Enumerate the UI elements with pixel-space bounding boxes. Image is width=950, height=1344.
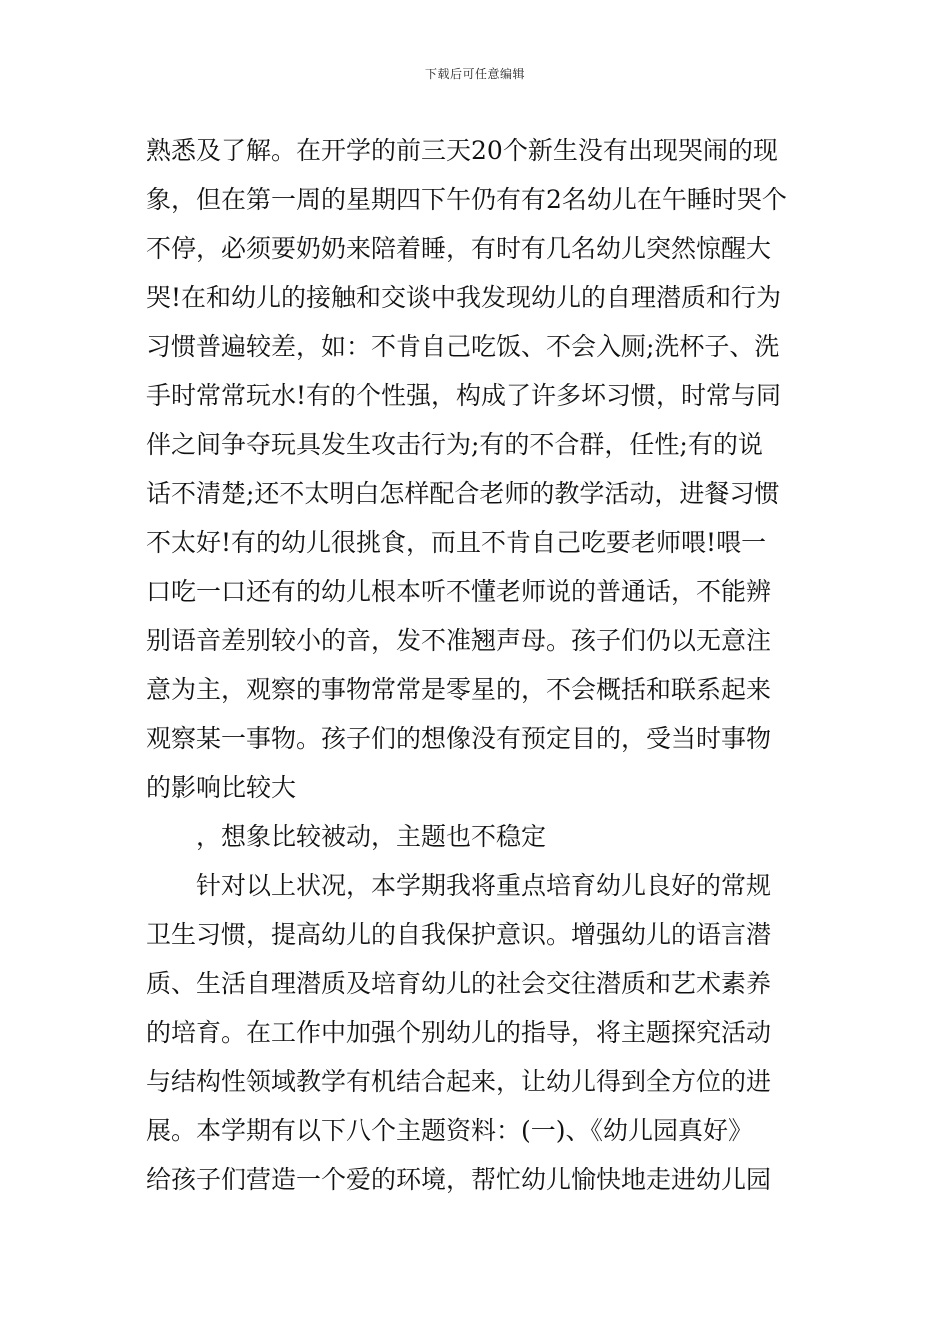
text-line: 不停，必须要奶奶来陪着睡，有时有几名幼儿突然惊醒大 (146, 234, 772, 263)
text-line: 展。本学期有以下八个主题资料：(一)、《幼儿园真好》 (146, 1116, 754, 1145)
text-line: 熟悉及了解。在开学的前三天20个新生没有出现哭闹的现 (146, 136, 778, 165)
text-line: 给孩子们营造一个爱的环境，帮忙幼儿愉快地走进幼儿园 (146, 1165, 772, 1194)
text-line: 口吃一口还有的幼儿根本听不懂老师说的普通话，不能辨 (146, 577, 772, 606)
text-line: 不太好!有的幼儿很挑食，而且不肯自己吃要老师喂!喂一 (146, 528, 767, 557)
text-line: 质、生活自理潜质及培育幼儿的社会交往潜质和艺术素养 (146, 969, 772, 998)
text-line: 的影响比较大 (146, 773, 297, 802)
text-line: 话不清楚;还不太明白怎样配合老师的教学活动，进餐习惯 (146, 479, 780, 508)
text-line: 习惯普遍较差，如：不肯自己吃饭、不会入厕;洗杯子、洗 (146, 332, 780, 361)
text-line-indented: 针对以上状况，本学期我将重点培育幼儿良好的常规 (196, 871, 772, 900)
document-body (146, 126, 806, 1204)
text-line: 别语音差别较小的音，发不准翘声母。孩子们仍以无意注 (146, 626, 772, 655)
text-line: 象，但在第一周的星期四下午仍有有2名幼儿在午睡时哭个 (146, 185, 787, 214)
text-line: 哭!在和幼儿的接触和交谈中我发现幼儿的自理潜质和行为 (146, 283, 782, 312)
text-line: 意为主，观察的事物常常是零星的，不会概括和联系起来 (146, 675, 772, 704)
text-line: 手时常常玩水!有的个性强，构成了许多坏习惯，时常与同 (146, 381, 782, 410)
text-line: 与结构性领域教学有机结合起来，让幼儿得到全方位的进 (146, 1067, 772, 1096)
text-line: 观察某一事物。孩子们的想像没有预定目的，受当时事物 (146, 724, 772, 753)
page-header-note: 下载后可任意编辑 (424, 67, 525, 81)
text-line: 的培育。在工作中加强个别幼儿的指导，将主题探究活动 (146, 1018, 772, 1047)
text-line-indented: ，想象比较被动，主题也不稳定 (196, 822, 547, 851)
text-line: 伴之间争夺玩具发生攻击行为;有的不合群，任性;有的说 (146, 430, 763, 459)
text-line: 卫生习惯，提高幼儿的自我保护意识。增强幼儿的语言潜 (146, 920, 772, 949)
